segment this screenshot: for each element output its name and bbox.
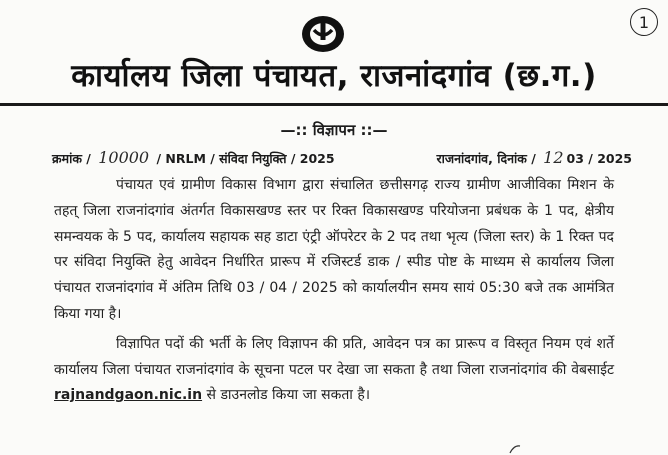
website-link[interactable]: rajnandgaon.nic.in [54,387,203,404]
reference-line [52,146,632,168]
kramank-suffix: / NRLM / संविदा नियुक्ति / 2025 [156,151,335,166]
date-day: 12 [543,148,564,167]
paragraph-2 [54,332,614,409]
notice-body [54,173,614,413]
header-divider [0,103,668,106]
notice-heading: —:: विज्ञापन ::— [280,121,388,139]
place-date: राजनांदगांव, दिनांक / 12 03 / 2025 [436,148,632,167]
place-date-label: राजनांदगांव, दिनांक [436,151,527,166]
handwritten-mark-icon [508,444,522,454]
kramank-number: 10000 [98,148,150,167]
paragraph-1: पंचायत एवं ग्रामीण विकास विभाग द्वारा संचालित छत्तीसगढ़ राज्य ग्रामीण आजीविका मिशन के तहत् जिला राजनांदगांव अंतर्गत विकासखण्ड स्तर पर रिक्त विकासखण्ड परियोजना प्रबंधक के 1 पद, क्षेत्रीय समन्वयक के 5 पद, कार्यालय सहायक सह डाटा एंट्री ऑपरेटर के 2 पद तथा भृत्य (जिला स्तर) के 1 रिक्त पद पर संविदा नियुक्ति हेतु आवेदन निर्धारित प्रारूप में रजिस्टर्ड डाक / स्पीड पोष्ट के माध्यम से कार्यालय जिला पंचायत राजनांदगांव में अंतिम तिथि 03 / 04 / 2025 को कार्यालयीन समय सायं 05:30 बजे तक आमंत्रित किया गया है। [54,177,614,322]
page-number: 1 [630,8,658,36]
panchayat-emblem-icon [300,14,346,54]
paragraph-2-text: विज्ञापित पदों की भर्ती के लिए विज्ञापन की प्रति, आवेदन पत्र का प्रारूप व विस्तृत नियम एवं शर्ते कार्यालय जिला पंचायत राजनांदगांव के सूचना पटल पर देखा जा सकता है तथा जिला राजनांदगांव की वेबसाईट [54,335,614,378]
kramank-label: क्रमांक / [52,151,91,166]
reference-number [52,148,335,167]
office-title: कार्यालय जिला पंचायत, राजनांदगांव (छ.ग.) [71,58,597,94]
paragraph-2-end: से डाउनलोड किया जा सकता है। [206,387,371,404]
date-rest: 03 / 2025 [566,151,632,166]
